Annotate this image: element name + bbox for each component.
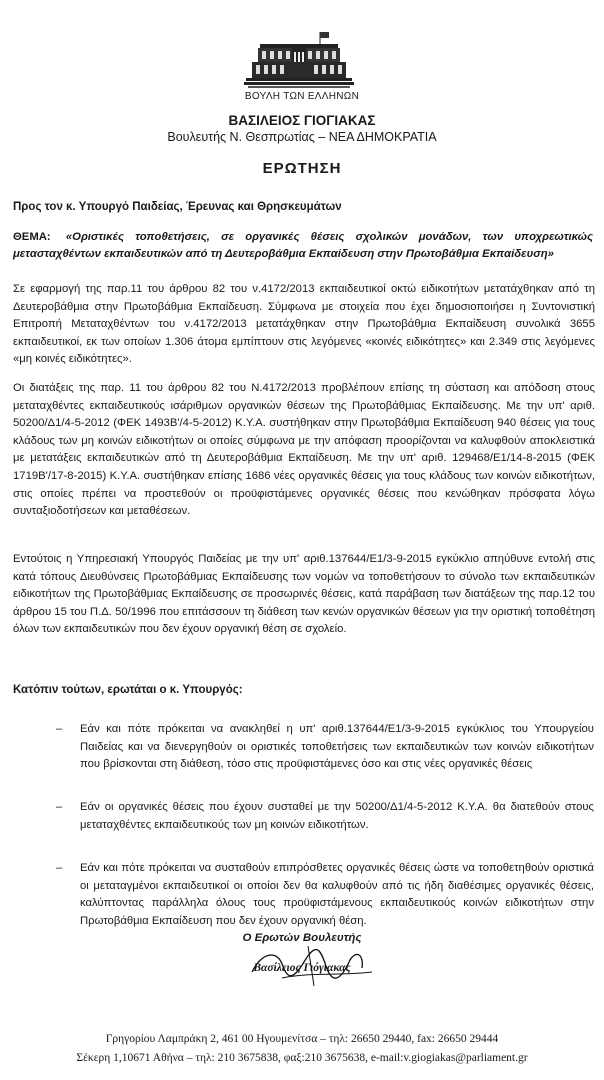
author-name: ΒΑΣΙΛΕΙΟΣ ΓΙΟΓΙΑΚΑΣ	[228, 113, 376, 128]
footer-address-local: Γρηγορίου Λαμπράκη 2, 461 00 Ηγουμενίτσα – τηλ: 26650 29440, fax: 26650 29444	[105, 1033, 499, 1045]
question-bullet: –	[56, 723, 63, 735]
body-paragraph: Εντούτοις η Υπηρεσιακή Υπουργός Παιδείας με την υπ' αριθ.137644/Ε1/3-9-2015 εγκύκλιο απηύθυνε εντολή στις κατά τόπους Διευθύνσεις Πρωτοβάθμιας Εκπαίδευσης των νομών να τοποθετήσουν το σύνολο των εκπαιδευτικών ειδικοτήτων της Πρωτοβάθμιας Εκπαίδευσης σε προσωρινές θέσεις, κατά παράβαση των διατάξεων της παρ.12 του άρθρου 15 του Π.Δ. 50/1996 που επιτάσσουν τη διάθεση των κενών οργανικών θέσεων για την οριστική τοποθέτηση όλων των εκπαιδευτικών που δεν έχουν οργανική θέση σε σχολείο.	[13, 553, 595, 636]
subject-text: «Οριστικές τοποθετήσεις, σε οργανικές θέσεις σχολικών μονάδων, των υποχρεωτικώς μετασταχθέντων εκπαιδευτικών από τη Δευτεροβάθμια Εκπαίδευση στην Πρωτοβάθμια Εκπαίδευση»	[13, 231, 594, 260]
question-item	[56, 721, 594, 774]
question-intro: Κατόπιν τούτων, ερωτάται ο κ. Υπουργός:	[13, 684, 243, 696]
body-paragraph: Οι διατάξεις της παρ. 11 του άρθρου 82 του Ν.4172/2013 προβλέπουν επίσης τη σύσταση και απόδοση στους μεταταχθέντες εκπαιδευτικούς ισάριθμων οργανικών θέσεων της Πρωτοβάθμιας Εκπαίδευσης. Με την υπ' αριθ. 50200/Δ1/4-5-2012 (ΦΕΚ 1493Β'/4-5-2012) Κ.Υ.Α. συστήθηκαν στην Πρωτοβάθμια Εκπαίδευση 940 θέσεις για τους κλάδους των μη κοινών ειδικοτήτων οι οποίες σύμφωνα με την απόφαση προορίζονται να καλυφθούν αποκλειστικά με μετατάξεις εκπαιδευτικών από τη Δευτεροβάθμια Εκπαίδευση. Με την υπ' αριθ. 129468/Ε1/14-8-2015 (ΦΕΚ 1719Β'/17-8-2015) Κ.Υ.Α. συστήθηκαν επίσης 1686 νέες οργανικές θέσεις για τους κλάδους των κοινών ειδικοτήτων, στις οποίες πρέπει να προστεθούν οι προϋφιστάμενες οργανικές θέσεις που κενώθηκαν πρόσφατα λόγω συνταξιοδοτήσεων και μεταθέσεων.	[13, 382, 595, 518]
question-text: Εάν και πότε πρόκειται να ανακληθεί η υπ' αριθ.137644/Ε1/3-9-2015 εγκύκλιος του Υπουργείου Παιδείας και να διενεργηθούν οι οριστικές τοποθετήσεις των εκπαιδευτικών των κοινών ειδικοτήτων που βρίσκονται στη διάθεση, τόσο στις προϋφιστάμενες όσο και στις νέες οργανικές θέσεις	[80, 723, 594, 771]
signer-name: Βασίλειος Γιόγιακας	[253, 962, 351, 974]
author-role: Βουλευτής Ν. Θεσπρωτίας – ΝΕΑ ΔΗΜΟΚΡΑΤΙΑ	[167, 130, 437, 144]
signoff: Ο Ερωτών Βουλευτής	[242, 932, 362, 944]
document-title: ΕΡΩΤΗΣΗ	[262, 160, 342, 177]
parliament-name: ΒΟΥΛΗ ΤΩΝ ΕΛΛΗΝΩΝ	[244, 91, 360, 102]
question-text: Εάν οι οργανικές θέσεις που έχουν συσταθεί με την 50200/Δ1/4-5-2012 Κ.Υ.Α. θα διατεθούν στους μεταταχθέντες εκπαιδευτικούς των μη κοινών ειδικοτήτων.	[80, 801, 594, 831]
body-paragraph: Σε εφαρμογή της παρ.11 του άρθρου 82 του ν.4172/2013 εκπαιδευτικοί οκτώ ειδικοτήτων μετατάχθηκαν από τη Δευτεροβάθμια στην Πρωτοβάθμια Εκπαίδευση. Σύμφωνα με στοιχεία που έχει δημοσιοποιήσει η Συντονιστική Επιτροπή Μεταταχθέντων του ν.4172/2013 μετατάχθηκαν στην Πρωτοβάθμια Εκπαίδευση συνολικά 3655 εκπαιδευτικοί, εκ των οποίων 1.306 άτομα εμπίπτουν στις λεγόμενες «κοινές ειδικότητες» και 2.349 στις λεγόμενες «μη κοινές ειδικότητες».	[13, 283, 595, 366]
subject-block	[13, 229, 593, 263]
question-bullet: –	[56, 862, 63, 874]
recipient-line: Προς τον κ. Υπουργό Παιδείας, Έρευνας και Θρησκευμάτων	[13, 201, 342, 213]
question-item	[56, 799, 594, 834]
handwritten-signature-icon	[222, 942, 392, 990]
question-text: Εάν και πότε πρόκειται να συσταθούν επιπρόσθετες οργανικές θέσεις ώστε να τοποθετηθούν οριστικά οι μεταταγμένοι εκπαιδευτικοί οι οποίοι δεν θα καλυφθούν από τις ήδη διαθέσιμες οργανικές θέσεις, καλύπτοντας παράλληλα όλους τους προϋφιστάμενους εκπαιδευτικούς κοινών ειδικοτήτων στην Πρωτοβάθμια Εκπαίδευση που δεν έχουν οργανική θέση.	[80, 862, 594, 927]
parliament-building-icon	[244, 30, 354, 92]
question-bullet: –	[56, 801, 63, 813]
subject-label: ΘΕΜΑ:	[13, 231, 51, 243]
footer-address-athens: Σέκερη 1,10671 Αθήνα – τηλ: 210 3675838, φαξ:210 3675638, e-mail:v.giogiakas@parliament.gr	[76, 1052, 528, 1064]
question-item	[56, 860, 594, 930]
